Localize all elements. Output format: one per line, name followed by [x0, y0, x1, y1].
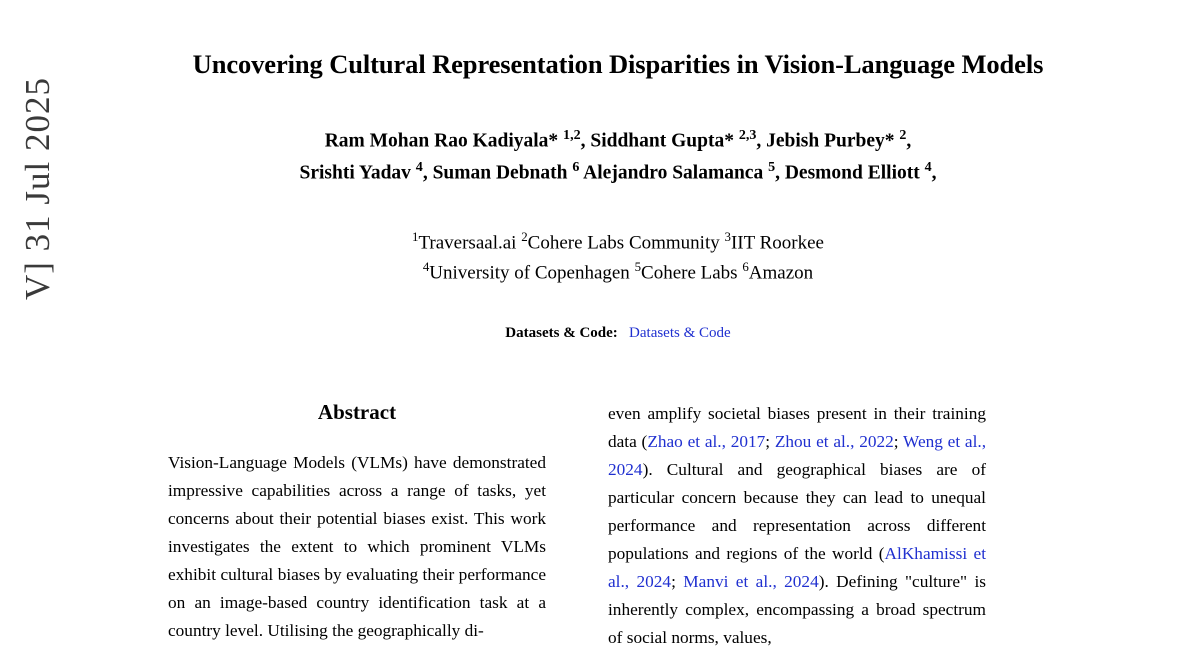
intro-text-mid: ). Cultural and geographical biases are of particular concern because they can lead to unequal performance and representation across different populations and regions of the world ( [608, 460, 986, 564]
body-columns [168, 400, 1068, 652]
datasets-and-code-link[interactable]: Datasets & Code [629, 325, 731, 342]
citation-sep-3: ; [671, 572, 684, 592]
resources-line [168, 325, 1068, 342]
affiliation-list [168, 227, 1068, 288]
affiliation-line-2: $^4$University of Copenhagen $^5$Cohere Labs $^6$Amazon [422, 259, 814, 284]
citation-link[interactable]: Manvi et al., 2024 [683, 572, 819, 592]
arxiv-side-stamp: V] 31 Jul 2025 [18, 76, 57, 300]
citation-sep-2: ; [893, 432, 904, 452]
abstract-paragraph: Vision-Language Models (VLMs) have demonstrated impressive capabilities across a range of tasks, yet concerns about their potential biases exist. This work investigates the extent to which prominent VLMs exhibit cultural biases by evaluating their performance on an image-based country identification task at a country level. Utilising the geographically di- [168, 453, 546, 641]
author-line-1: Ram Mohan Rao Kadiyala* $^{1,2}$, Siddhant Gupta* $^{2,3}$, Jebish Purbey* $^2$, [324, 127, 912, 152]
page-title: Uncovering Cultural Representation Disparities in Vision-Language Models [192, 49, 1044, 79]
citation-sep-1: ; [765, 432, 775, 452]
citation-link[interactable]: Weng et al., 2024 [608, 432, 987, 480]
citation-link[interactable]: Zhao et al., 2017 [647, 432, 766, 452]
author-list [168, 125, 1068, 188]
affiliation-line-1: $^1$Traversaal.ai $^2$Cohere Labs Community $^3$IIT Roorkee [412, 228, 824, 253]
intro-column [608, 400, 986, 652]
resources-label: Datasets & Code: [505, 325, 618, 342]
abstract-heading: Abstract [317, 400, 397, 424]
intro-text-end: ). Defining "culture" is inherently complex, encompassing a broad spectrum of social norms, values, [608, 572, 987, 648]
abstract-column [168, 400, 546, 652]
citation-link[interactable]: Zhou et al., 2022 [774, 432, 894, 452]
author-line-2: Srishti Yadav $^4$, Suman Debnath $^6$ Alejandro Salamanca $^5$, Desmond Elliott $^4$, [299, 158, 937, 184]
intro-text-start: even amplify societal biases present in their training data ( [608, 404, 986, 452]
citation-link[interactable]: AlKhamissi et al., 2024 [608, 544, 986, 592]
intro-paragraph [608, 400, 986, 652]
paper-header [168, 0, 1068, 342]
